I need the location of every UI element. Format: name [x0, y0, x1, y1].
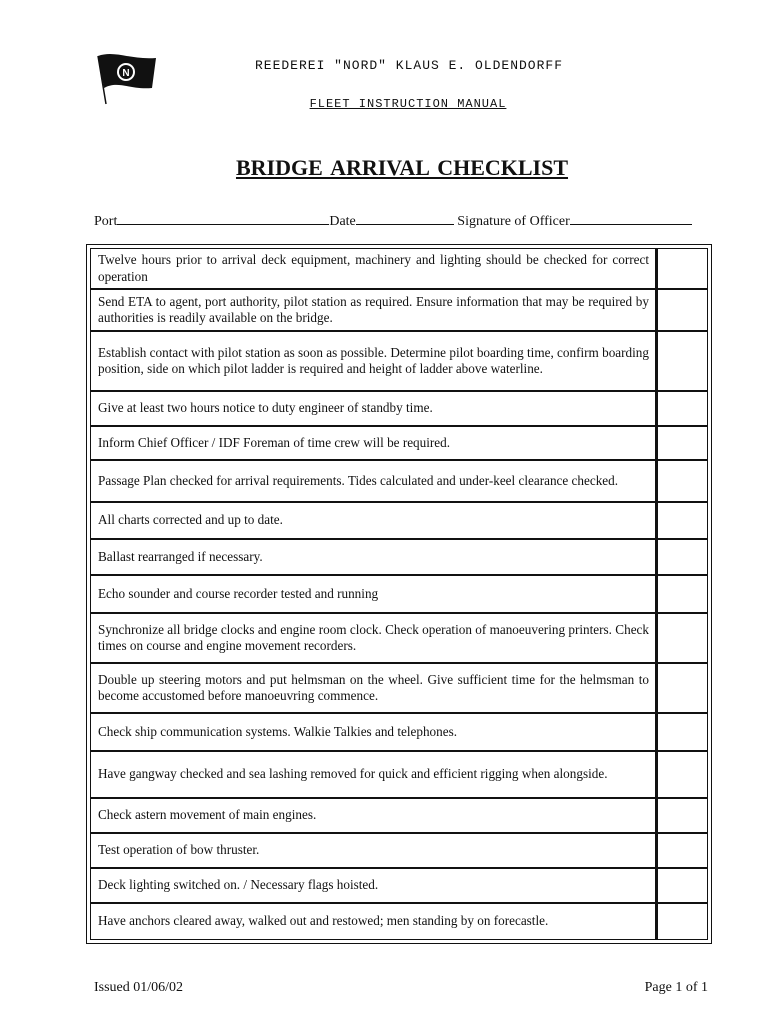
checklist-checkbox[interactable]	[656, 613, 708, 663]
checklist-item-text: Double up steering motors and put helmsman on the wheel. Give sufficient time for the helmsman to become accustomed before manoeuvring commence.	[90, 663, 656, 713]
signature-label: Signature of Officer	[457, 214, 570, 229]
checklist-row	[90, 248, 708, 289]
checklist-checkbox[interactable]	[656, 663, 708, 713]
checklist-item-text: All charts corrected and up to date.	[90, 502, 656, 539]
checklist-row	[90, 713, 708, 751]
checklist-table	[86, 244, 712, 944]
checklist-row	[90, 751, 708, 798]
checklist-row	[90, 868, 708, 903]
checklist-checkbox[interactable]	[656, 539, 708, 575]
checklist-checkbox[interactable]	[656, 331, 708, 391]
issued-date: Issued 01/06/02	[94, 980, 184, 995]
checklist-checkbox[interactable]	[656, 460, 708, 502]
date-field[interactable]	[356, 212, 454, 225]
checklist-row	[90, 460, 708, 502]
checklist-row	[90, 798, 708, 833]
checklist-row	[90, 613, 708, 663]
checklist-checkbox[interactable]	[656, 868, 708, 903]
checklist-checkbox[interactable]	[656, 502, 708, 539]
checklist-item-text: Ballast rearranged if necessary.	[90, 539, 656, 575]
checklist-checkbox[interactable]	[656, 798, 708, 833]
checklist-checkbox[interactable]	[656, 751, 708, 798]
checklist-item-text: Check astern movement of main engines.	[90, 798, 656, 833]
checklist-row	[90, 539, 708, 575]
checklist-row	[90, 426, 708, 460]
checklist-item-text: Twelve hours prior to arrival deck equipment, machinery and lighting should be checked for correct operation	[90, 248, 656, 289]
manual-name: FLEET INSTRUCTION MANUAL	[309, 97, 507, 111]
checklist-row	[90, 289, 708, 331]
checklist-row	[90, 833, 708, 868]
checklist-checkbox[interactable]	[656, 289, 708, 331]
checklist-item-text: Have anchors cleared away, walked out and restowed; men standing by on forecastle.	[90, 903, 656, 940]
page-number: Page 1 of 1	[644, 980, 708, 995]
checklist-row	[90, 391, 708, 426]
checklist-row	[90, 331, 708, 391]
signature-field[interactable]	[570, 212, 692, 225]
checklist-checkbox[interactable]	[656, 391, 708, 426]
checklist-checkbox[interactable]	[656, 426, 708, 460]
checklist-row	[90, 663, 708, 713]
company-name: REEDEREI "NORD" KLAUS E. OLDENDORFF	[254, 58, 564, 73]
checklist-item-text: Synchronize all bridge clocks and engine room clock. Check operation of manoeuvering printers. Check times on course and engine movement recorders.	[90, 613, 656, 663]
checklist-checkbox[interactable]	[656, 833, 708, 868]
header-fields	[94, 212, 714, 230]
checklist-item-text: Give at least two hours notice to duty engineer of standby time.	[90, 391, 656, 426]
checklist-checkbox[interactable]	[656, 248, 708, 289]
port-field[interactable]	[117, 212, 329, 225]
checklist-row	[90, 903, 708, 940]
checklist-item-text: Echo sounder and course recorder tested and running	[90, 575, 656, 613]
checklist-row	[90, 502, 708, 539]
checklist-item-text: Check ship communication systems. Walkie Talkies and telephones.	[90, 713, 656, 751]
checklist-item-text: Establish contact with pilot station as soon as possible. Determine pilot boarding time, confirm boarding position, side on which pilot ladder is required and height of ladder above waterline.	[90, 331, 656, 391]
checklist-checkbox[interactable]	[656, 575, 708, 613]
checklist-item-text: Test operation of bow thruster.	[90, 833, 656, 868]
checklist-checkbox[interactable]	[656, 903, 708, 940]
date-label: Date	[329, 214, 356, 229]
checklist-item-text: Passage Plan checked for arrival requirements. Tides calculated and under-keel clearance checked.	[90, 460, 656, 502]
page-title: BRIDGE ARRIVAL CHECKLIST	[235, 155, 569, 180]
checklist-item-text: Deck lighting switched on. / Necessary flags hoisted.	[90, 868, 656, 903]
checklist-checkbox[interactable]	[656, 713, 708, 751]
checklist-item-text: Send ETA to agent, port authority, pilot station as required. Ensure information that may be required by authorities is readily available on the bridge.	[90, 289, 656, 331]
logo-letter: N	[122, 68, 130, 79]
checklist-item-text: Have gangway checked and sea lashing removed for quick and efficient rigging when alongside.	[90, 751, 656, 798]
port-label: Port	[94, 214, 118, 229]
checklist-row	[90, 575, 708, 613]
checklist-item-text: Inform Chief Officer / IDF Foreman of time crew will be required.	[90, 426, 656, 460]
